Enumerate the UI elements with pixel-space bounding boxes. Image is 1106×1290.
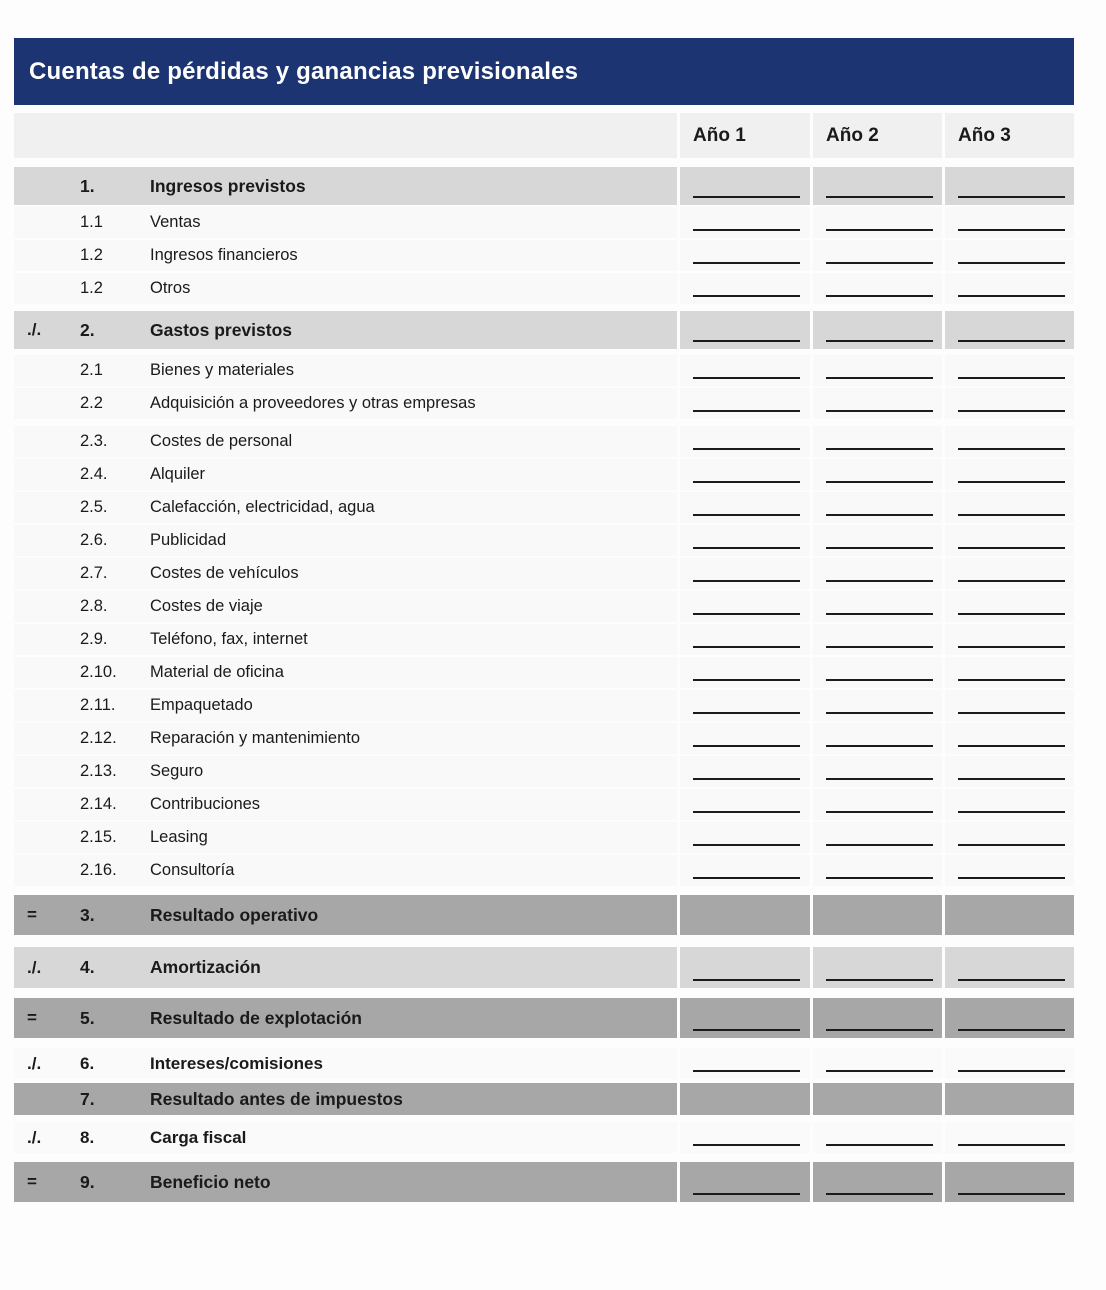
row-number: 2.14.: [80, 795, 117, 813]
row-number: 9.: [80, 1171, 95, 1192]
table-row: [14, 723, 1074, 754]
row-label-cell: [14, 355, 677, 386]
blank-fill-in-line: [826, 340, 933, 342]
table-row: [14, 355, 1074, 386]
row-prefix: =: [27, 1008, 37, 1027]
row-number: 2.5.: [80, 498, 108, 516]
row-prefix: ./.: [27, 320, 42, 339]
value-cell-ano-1: [680, 855, 810, 886]
blank-fill-in-line: [693, 613, 800, 615]
value-cell-ano-1: [680, 822, 810, 853]
value-cell-ano-3: [945, 311, 1074, 349]
value-cell-ano-1: [680, 167, 810, 205]
row-label: Resultado de explotación: [150, 1007, 362, 1028]
row-prefix: ./.: [27, 1053, 42, 1073]
row-label-cell: [14, 947, 677, 988]
value-cell-ano-1: [680, 1048, 810, 1079]
value-cell-ano-3: [945, 723, 1074, 754]
value-cell-ano-1: [680, 624, 810, 655]
blank-fill-in-line: [826, 1029, 933, 1031]
value-cell-ano-3: [945, 240, 1074, 271]
table-row: [14, 591, 1074, 622]
value-cell-ano-1: [680, 690, 810, 721]
value-cell-ano-2: [813, 756, 942, 787]
table-row: [14, 311, 1074, 349]
row-label-cell: [14, 459, 677, 490]
row-label: Amortización: [150, 957, 261, 977]
blank-fill-in-line: [826, 778, 933, 780]
table-row: [14, 855, 1074, 886]
blank-fill-in-line: [693, 580, 800, 582]
row-label: Carga fiscal: [150, 1127, 247, 1147]
row-label-cell: [14, 855, 677, 886]
blank-fill-in-line: [693, 811, 800, 813]
document-page: [14, 38, 1074, 1202]
column-header-row: [14, 113, 1074, 158]
value-cell-ano-3: [945, 591, 1074, 622]
blank-fill-in-line: [958, 514, 1065, 516]
value-cell-ano-3: [945, 355, 1074, 386]
row-number: 2.16.: [80, 861, 117, 879]
value-cell-ano-3: [945, 657, 1074, 688]
table-row: [14, 756, 1074, 787]
blank-fill-in-line: [958, 196, 1065, 198]
row-label: Costes de personal: [150, 432, 293, 450]
blank-fill-in-line: [958, 1144, 1065, 1146]
blank-fill-in-line: [958, 712, 1065, 714]
value-cell-ano-1: [680, 492, 810, 523]
value-cell-ano-1: [680, 207, 810, 238]
value-cell-ano-2: [813, 690, 942, 721]
blank-fill-in-line: [826, 745, 933, 747]
value-cell-ano-3: [945, 426, 1074, 457]
value-cell-ano-1: [680, 657, 810, 688]
value-cell-ano-2: [813, 459, 942, 490]
blank-fill-in-line: [958, 811, 1065, 813]
blank-fill-in-line: [693, 712, 800, 714]
blank-fill-in-line: [826, 547, 933, 549]
value-cell-ano-3: [945, 558, 1074, 589]
value-cell-ano-1: [680, 756, 810, 787]
value-cell-ano-2: [813, 167, 942, 205]
table-row: [14, 1122, 1074, 1153]
row-label: Otros: [150, 279, 191, 297]
document-title-bar: [14, 38, 1074, 105]
value-cell-ano-1: [680, 1083, 810, 1115]
value-cell-ano-2: [813, 723, 942, 754]
value-cell-ano-1: [680, 947, 810, 988]
value-cell-ano-3: [945, 624, 1074, 655]
blank-fill-in-line: [693, 679, 800, 681]
row-label-cell: [14, 723, 677, 754]
blank-fill-in-line: [826, 811, 933, 813]
blank-fill-in-line: [958, 778, 1065, 780]
blank-fill-in-line: [958, 410, 1065, 412]
blank-fill-in-line: [693, 410, 800, 412]
value-cell-ano-3: [945, 167, 1074, 205]
row-label: Consultoría: [150, 861, 235, 879]
value-cell-ano-3: [945, 1048, 1074, 1079]
row-number: 3.: [80, 904, 95, 925]
blank-fill-in-line: [693, 844, 800, 846]
row-number: 2.11.: [80, 696, 116, 714]
row-label-cell: [14, 207, 677, 238]
value-cell-ano-1: [680, 311, 810, 349]
row-label-cell: [14, 240, 677, 271]
row-number: 2.7.: [80, 564, 108, 582]
row-number: 2.12.: [80, 729, 117, 747]
column-header-spacer: [14, 113, 677, 158]
value-cell-ano-3: [945, 855, 1074, 886]
row-label-cell: [14, 492, 677, 523]
blank-fill-in-line: [958, 547, 1065, 549]
row-label-cell: [14, 1122, 677, 1153]
row-label: Bienes y materiales: [150, 361, 294, 379]
value-cell-ano-3: [945, 1122, 1074, 1153]
blank-fill-in-line: [958, 877, 1065, 879]
column-header-ano-1: Año 1: [680, 113, 810, 158]
row-prefix: ./.: [27, 1127, 42, 1147]
value-cell-ano-3: [945, 1083, 1074, 1115]
value-cell-ano-3: [945, 822, 1074, 853]
blank-fill-in-line: [958, 448, 1065, 450]
value-cell-ano-2: [813, 207, 942, 238]
row-label: Adquisición a proveedores y otras empresas: [150, 394, 476, 412]
table-row: [14, 426, 1074, 457]
row-label: Gastos previstos: [150, 319, 292, 340]
row-prefix: =: [27, 905, 37, 924]
value-cell-ano-3: [945, 947, 1074, 988]
row-label-cell: [14, 822, 677, 853]
table-row: [14, 207, 1074, 238]
blank-fill-in-line: [693, 745, 800, 747]
row-label-cell: [14, 591, 677, 622]
row-label: Contribuciones: [150, 795, 261, 813]
row-number: 4.: [80, 957, 95, 977]
value-cell-ano-2: [813, 855, 942, 886]
blank-fill-in-line: [826, 979, 933, 981]
row-label: Material de oficina: [150, 663, 284, 681]
blank-fill-in-line: [693, 196, 800, 198]
blank-fill-in-line: [958, 1029, 1065, 1031]
value-cell-ano-2: [813, 1048, 942, 1079]
value-cell-ano-1: [680, 426, 810, 457]
row-number: 2.1: [80, 361, 103, 379]
row-label-cell: [14, 1083, 677, 1115]
value-cell-ano-1: [680, 525, 810, 556]
value-cell-ano-2: [813, 789, 942, 820]
row-label: Calefacción, electricidad, agua: [150, 498, 375, 516]
blank-fill-in-line: [826, 196, 933, 198]
value-cell-ano-2: [813, 624, 942, 655]
row-label: Beneficio neto: [150, 1171, 271, 1192]
row-number: 1.: [80, 175, 95, 196]
value-cell-ano-2: [813, 1122, 942, 1153]
row-label: Ingresos previstos: [150, 175, 306, 196]
row-label: Costes de viaje: [150, 597, 263, 615]
value-cell-ano-2: [813, 998, 942, 1038]
value-cell-ano-3: [945, 273, 1074, 304]
value-cell-ano-1: [680, 273, 810, 304]
value-cell-ano-1: [680, 723, 810, 754]
blank-fill-in-line: [958, 1193, 1065, 1195]
value-cell-ano-1: [680, 1122, 810, 1153]
row-number: 1.2: [80, 279, 103, 297]
row-prefix: ./.: [27, 957, 42, 977]
blank-fill-in-line: [693, 481, 800, 483]
row-label-cell: [14, 558, 677, 589]
blank-fill-in-line: [693, 1070, 800, 1072]
blank-fill-in-line: [693, 340, 800, 342]
blank-fill-in-line: [958, 262, 1065, 264]
table-row: [14, 459, 1074, 490]
row-label: Seguro: [150, 762, 204, 780]
table-row: [14, 895, 1074, 935]
table-row: [14, 657, 1074, 688]
value-cell-ano-2: [813, 558, 942, 589]
value-cell-ano-1: [680, 789, 810, 820]
blank-fill-in-line: [693, 229, 800, 231]
table-row: [14, 947, 1074, 988]
row-number: 2.15.: [80, 828, 117, 846]
value-cell-ano-3: [945, 895, 1074, 935]
blank-fill-in-line: [826, 1193, 933, 1195]
table-row: [14, 1048, 1074, 1079]
row-prefix: =: [27, 1172, 37, 1191]
value-cell-ano-1: [680, 388, 810, 419]
row-number: 6.: [80, 1053, 95, 1073]
row-number: 5.: [80, 1007, 95, 1028]
value-cell-ano-3: [945, 459, 1074, 490]
table-row: [14, 624, 1074, 655]
row-label-cell: [14, 311, 677, 349]
value-cell-ano-1: [680, 459, 810, 490]
row-label: Ventas: [150, 213, 201, 231]
table-row: [14, 167, 1074, 205]
row-label-cell: [14, 525, 677, 556]
column-header-ano-3: Año 3: [945, 113, 1074, 158]
value-cell-ano-2: [813, 273, 942, 304]
value-cell-ano-2: [813, 947, 942, 988]
table-row: [14, 492, 1074, 523]
row-label-cell: [14, 1048, 677, 1079]
value-cell-ano-3: [945, 1162, 1074, 1202]
blank-fill-in-line: [693, 547, 800, 549]
blank-fill-in-line: [958, 679, 1065, 681]
blank-fill-in-line: [958, 745, 1065, 747]
value-cell-ano-2: [813, 355, 942, 386]
value-cell-ano-3: [945, 789, 1074, 820]
row-number: 2.: [80, 319, 95, 340]
row-label-cell: [14, 895, 677, 935]
blank-fill-in-line: [958, 295, 1065, 297]
row-number: 1.1: [80, 213, 103, 231]
blank-fill-in-line: [693, 295, 800, 297]
blank-fill-in-line: [826, 580, 933, 582]
blank-fill-in-line: [826, 646, 933, 648]
value-cell-ano-3: [945, 525, 1074, 556]
row-label-cell: [14, 789, 677, 820]
row-number: 2.10.: [80, 663, 117, 681]
value-cell-ano-2: [813, 311, 942, 349]
value-cell-ano-2: [813, 492, 942, 523]
value-cell-ano-3: [945, 207, 1074, 238]
row-label: Empaquetado: [150, 696, 253, 714]
blank-fill-in-line: [826, 229, 933, 231]
blank-fill-in-line: [826, 262, 933, 264]
row-label: Alquiler: [150, 465, 206, 483]
row-label: Intereses/comisiones: [150, 1053, 323, 1073]
table-row: [14, 1083, 1074, 1115]
value-cell-ano-3: [945, 756, 1074, 787]
table-row: [14, 558, 1074, 589]
value-cell-ano-2: [813, 240, 942, 271]
value-cell-ano-2: [813, 895, 942, 935]
row-label: Costes de vehículos: [150, 564, 299, 582]
row-label-cell: [14, 426, 677, 457]
value-cell-ano-1: [680, 1162, 810, 1202]
value-cell-ano-3: [945, 998, 1074, 1038]
blank-fill-in-line: [826, 377, 933, 379]
value-cell-ano-2: [813, 657, 942, 688]
blank-fill-in-line: [826, 295, 933, 297]
blank-fill-in-line: [826, 877, 933, 879]
value-cell-ano-1: [680, 558, 810, 589]
table-row: [14, 240, 1074, 271]
value-cell-ano-1: [680, 355, 810, 386]
table-row: [14, 789, 1074, 820]
value-cell-ano-2: [813, 388, 942, 419]
row-number: 2.9.: [80, 630, 108, 648]
blank-fill-in-line: [693, 377, 800, 379]
row-label: Resultado antes de impuestos: [150, 1088, 403, 1109]
blank-fill-in-line: [958, 580, 1065, 582]
blank-fill-in-line: [693, 448, 800, 450]
blank-fill-in-line: [958, 481, 1065, 483]
table-row: [14, 690, 1074, 721]
blank-fill-in-line: [693, 1029, 800, 1031]
blank-fill-in-line: [826, 448, 933, 450]
row-number: 7.: [80, 1088, 95, 1109]
row-number: 8.: [80, 1127, 95, 1147]
blank-fill-in-line: [693, 778, 800, 780]
table-row: [14, 822, 1074, 853]
row-label-cell: [14, 998, 677, 1038]
blank-fill-in-line: [693, 1144, 800, 1146]
value-cell-ano-2: [813, 591, 942, 622]
table-body: [14, 167, 1074, 1202]
row-label-cell: [14, 657, 677, 688]
row-number: 2.8.: [80, 597, 108, 615]
table-row: [14, 1162, 1074, 1202]
blank-fill-in-line: [958, 229, 1065, 231]
value-cell-ano-1: [680, 591, 810, 622]
row-number: 1.2: [80, 246, 103, 264]
row-label-cell: [14, 388, 677, 419]
table-row: [14, 525, 1074, 556]
value-cell-ano-3: [945, 492, 1074, 523]
blank-fill-in-line: [693, 514, 800, 516]
value-cell-ano-2: [813, 822, 942, 853]
row-label: Teléfono, fax, internet: [150, 630, 308, 648]
blank-fill-in-line: [693, 646, 800, 648]
row-number: 2.3.: [80, 432, 108, 450]
blank-fill-in-line: [693, 979, 800, 981]
value-cell-ano-1: [680, 998, 810, 1038]
row-number: 2.13.: [80, 762, 117, 780]
blank-fill-in-line: [826, 844, 933, 846]
table-row: [14, 998, 1074, 1038]
row-number: 2.4.: [80, 465, 108, 483]
row-label-cell: [14, 273, 677, 304]
blank-fill-in-line: [693, 262, 800, 264]
row-label: Resultado operativo: [150, 904, 319, 925]
blank-fill-in-line: [958, 1070, 1065, 1072]
value-cell-ano-2: [813, 1083, 942, 1115]
blank-fill-in-line: [826, 1070, 933, 1072]
row-label: Leasing: [150, 828, 208, 846]
row-label: Reparación y mantenimiento: [150, 729, 361, 747]
table-row: [14, 388, 1074, 419]
blank-fill-in-line: [958, 979, 1065, 981]
blank-fill-in-line: [958, 646, 1065, 648]
table-row: [14, 273, 1074, 304]
blank-fill-in-line: [826, 410, 933, 412]
value-cell-ano-3: [945, 690, 1074, 721]
blank-fill-in-line: [958, 613, 1065, 615]
blank-fill-in-line: [826, 613, 933, 615]
row-number: 2.6.: [80, 531, 108, 549]
blank-fill-in-line: [826, 481, 933, 483]
row-label-cell: [14, 690, 677, 721]
row-number: 2.2: [80, 394, 103, 412]
blank-fill-in-line: [958, 377, 1065, 379]
row-label: Ingresos financieros: [150, 246, 298, 264]
row-label-cell: [14, 756, 677, 787]
row-label-cell: [14, 624, 677, 655]
value-cell-ano-2: [813, 1162, 942, 1202]
row-label-cell: [14, 1162, 677, 1202]
value-cell-ano-2: [813, 525, 942, 556]
blank-fill-in-line: [826, 1144, 933, 1146]
page-title: Cuentas de pérdidas y ganancias previsionales: [29, 57, 579, 85]
value-cell-ano-3: [945, 388, 1074, 419]
blank-fill-in-line: [958, 340, 1065, 342]
blank-fill-in-line: [693, 1193, 800, 1195]
blank-fill-in-line: [826, 679, 933, 681]
row-label: Publicidad: [150, 531, 227, 549]
value-cell-ano-1: [680, 240, 810, 271]
blank-fill-in-line: [693, 877, 800, 879]
column-header-ano-2: Año 2: [813, 113, 942, 158]
value-cell-ano-1: [680, 895, 810, 935]
blank-fill-in-line: [958, 844, 1065, 846]
value-cell-ano-2: [813, 426, 942, 457]
blank-fill-in-line: [826, 712, 933, 714]
blank-fill-in-line: [826, 514, 933, 516]
row-label-cell: [14, 167, 677, 205]
